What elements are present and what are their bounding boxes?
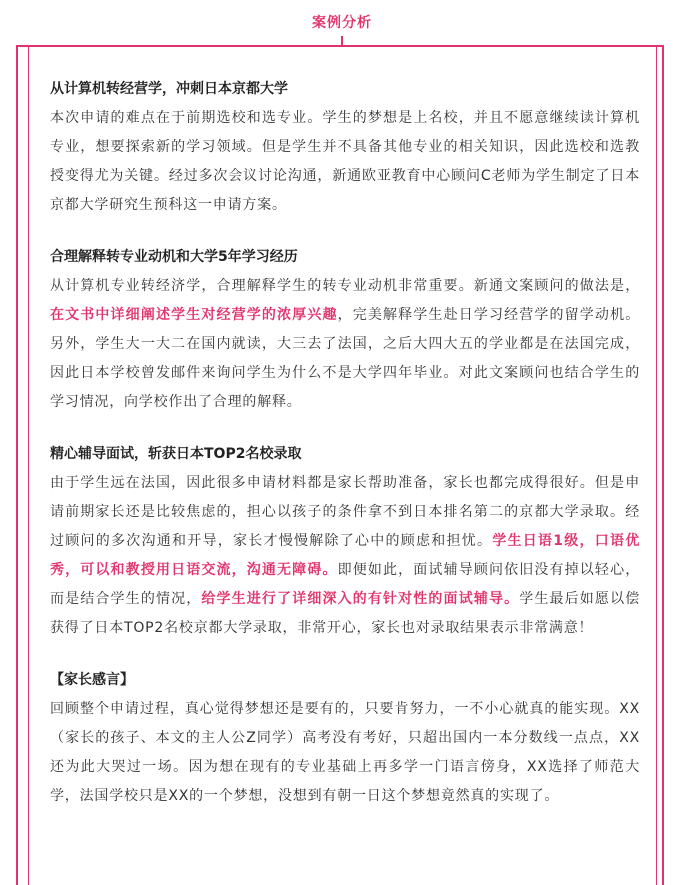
frame-inner-left-line (28, 45, 29, 885)
paragraph-text: 学生最后如愿以偿获得了日本TOP2名校京都大学录取，非常开心，家长也对录取结果表示非常满意！ (50, 591, 641, 636)
section-interview (50, 441, 640, 643)
header (0, 0, 684, 46)
paragraph-text: 回顾整个申请过程，真心觉得梦想还是要有的，只要肯努力，一不小心就真的能实现。XX（家长的孩子、本文的主人公Z同学）高考没有考好，只超出国内一本分数线一点点，XX还为此大哭过一场。因为想在现有的专业基础上再多学一门语言傍身，XX选择了师范大学，法国学校只是XX的一个梦想，没想到有朝一日这个梦想竟然真的实现了。 (50, 701, 640, 804)
highlight-text: 学生日语1级，口语优秀，可以和教授用日语交流，沟通无障碍。 (50, 533, 640, 578)
paragraph-text: 即便如此，面试辅导顾问依旧没有掉以轻心，而是结合学生的情况， (50, 562, 641, 607)
section-title: 合理解释转专业动机和大学5年学习经历 (50, 249, 298, 265)
article-content (50, 76, 640, 835)
section-paragraph (50, 695, 640, 811)
page-title: 案例分析 (312, 15, 372, 31)
section-paragraph (50, 469, 640, 643)
section-title: 【家长感言】 (50, 672, 134, 688)
paragraph-text: 本次申请的难点在于前期选校和选专业。学生的梦想是上名校，并且不愿意继续读计算机专业，想要探索新的学习领域。但是学生并不具备其他专业的相关知识，因此选校和选教授变得尤为关键。经过多次会议讨论沟通，新通欧亚教育中心顾问C老师为学生制定了日本京都大学研究生预科这一申请方案。 (50, 110, 640, 213)
section-title: 从计算机转经营学，冲刺日本京都大学 (50, 81, 288, 97)
paragraph-text: 从计算机专业转经济学，合理解释学生的转专业动机非常重要。新通文案顾问的做法是， (50, 278, 640, 294)
section-title: 精心辅导面试，斩获日本TOP2名校录取 (50, 446, 302, 462)
section-paragraph (50, 104, 640, 220)
section-cs-to-business (50, 76, 640, 220)
section-parent-testimonial (50, 667, 640, 811)
highlight-text: 在文书中详细阐述学生对经营学的浓厚兴趣 (50, 307, 338, 323)
section-major-change (50, 244, 640, 417)
paragraph-text: 由于学生远在法国，因此很多申请材料都是家长帮助准备，家长也都完成得很好。但是申请前期家长还是比较焦虑的，担心以孩子的条件拿不到日本排名第二的京都大学录取。经过顾问的多次沟通和开导，家长才慢慢解除了心中的顾虑和担忧。 (50, 475, 640, 549)
section-paragraph (50, 272, 640, 417)
frame-inner-right-line (656, 45, 657, 885)
highlight-text: 给学生进行了详细深入的有针对性的面试辅导。 (201, 591, 520, 607)
paragraph-text: ，完美解释学生赴日学习经营学的留学动机。另外，学生大一大二在国内就读，大三去了法国，之后大四大五的学业都是在法国完成，因此日本学校曾发邮件来询问学生为什么不是大学四年毕业。对此文案顾问也结合学生的学习情况，向学校作出了合理的解释。 (50, 307, 641, 410)
